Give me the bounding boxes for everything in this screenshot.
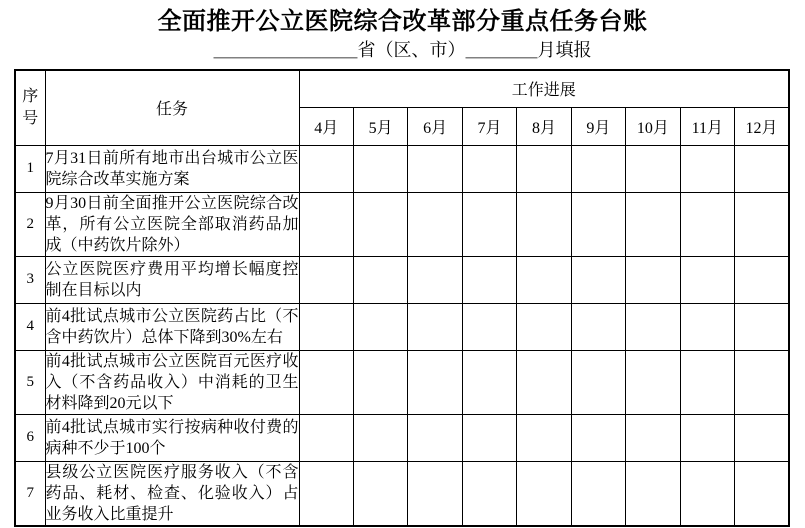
progress-cell [408,461,462,526]
table-row [15,461,789,526]
task-cell: 前4批试点城市实行按病种收付费的病种不少于100个 [45,414,299,461]
progress-cell [626,414,680,461]
month-label: 月填报 [537,40,592,60]
month-blank-line: ＿＿＿＿ [465,40,538,60]
progress-cell [353,303,407,350]
column-header-progress: 工作进展 [299,70,789,107]
row-index: 6 [15,414,45,461]
progress-cell [680,461,734,526]
progress-cell [517,256,571,303]
row-index: 2 [15,192,45,256]
month-header-oct: 10月 [626,107,680,145]
month-header-apr: 4月 [299,107,353,145]
table-row [15,414,789,461]
table-row [15,350,789,414]
province-label: 省（区、市） [357,40,466,60]
progress-cell [462,414,516,461]
progress-cell [408,303,462,350]
row-index: 5 [15,350,45,414]
table-row [15,192,789,256]
progress-cell [571,256,625,303]
progress-cell [735,145,790,192]
progress-cell [517,414,571,461]
progress-cell [735,350,790,414]
table-row [15,303,789,350]
progress-cell [299,256,353,303]
month-header-aug: 8月 [517,107,571,145]
progress-cell [571,145,625,192]
month-header-jun: 6月 [408,107,462,145]
progress-cell [517,192,571,256]
progress-cell [571,414,625,461]
progress-cell [680,192,734,256]
progress-cell [462,145,516,192]
task-ledger-table [14,69,790,527]
table-row [15,145,789,192]
month-header-may: 5月 [353,107,407,145]
progress-cell [626,303,680,350]
progress-cell [353,350,407,414]
column-header-task: 任务 [45,70,299,145]
progress-cell [626,350,680,414]
row-index: 7 [15,461,45,526]
progress-cell [299,461,353,526]
month-header-dec: 12月 [735,107,790,145]
progress-cell [680,256,734,303]
progress-cell [735,192,790,256]
task-cell: 7月31日前所有地市出台城市公立医院综合改革实施方案 [45,145,299,192]
progress-cell [408,256,462,303]
progress-cell [571,192,625,256]
progress-cell [462,256,516,303]
progress-cell [517,350,571,414]
task-cell: 前4批试点城市公立医院百元医疗收入（不含药品收入）中消耗的卫生材料降到20元以下 [45,350,299,414]
progress-cell [680,414,734,461]
progress-cell [626,256,680,303]
progress-cell [680,145,734,192]
progress-cell [353,145,407,192]
progress-cell [408,145,462,192]
progress-cell [299,350,353,414]
page-title: 全面推开公立医院综合改革部分重点任务台账 [157,9,648,35]
progress-cell [680,303,734,350]
progress-cell [571,350,625,414]
progress-cell [735,414,790,461]
row-index: 4 [15,303,45,350]
progress-cell [408,414,462,461]
progress-cell [517,303,571,350]
progress-cell [299,145,353,192]
month-header-sep: 9月 [571,107,625,145]
progress-cell [299,192,353,256]
progress-cell [353,192,407,256]
row-index: 3 [15,256,45,303]
task-cell: 9月30日前全面推开公立医院综合改革，所有公立医院全部取消药品加成（中药饮片除外） [45,192,299,256]
progress-cell [353,256,407,303]
row-index: 1 [15,145,45,192]
form-subtitle [0,38,805,63]
progress-cell [353,414,407,461]
progress-cell [462,461,516,526]
progress-cell [735,303,790,350]
progress-cell [571,303,625,350]
column-header-index: 序号 [15,70,45,145]
month-header-jul: 7月 [462,107,516,145]
progress-cell [353,461,407,526]
progress-cell [299,414,353,461]
progress-cell [462,192,516,256]
month-header-nov: 11月 [680,107,734,145]
progress-cell [680,350,734,414]
progress-cell [517,461,571,526]
table-row [15,256,789,303]
progress-cell [626,461,680,526]
progress-cell [408,350,462,414]
progress-cell [462,303,516,350]
progress-cell [735,256,790,303]
task-cell: 县级公立医院医疗服务收入（不含药品、耗材、检查、化验收入）占业务收入比重提升 [45,461,299,526]
task-cell: 公立医院医疗费用平均增长幅度控制在目标以内 [45,256,299,303]
progress-cell [299,303,353,350]
progress-cell [462,350,516,414]
progress-cell [517,145,571,192]
progress-cell [626,192,680,256]
progress-cell [735,461,790,526]
province-blank-line: ＿＿＿＿＿＿＿＿ [213,40,358,60]
header-row-top [15,70,789,107]
progress-cell [626,145,680,192]
progress-cell [408,192,462,256]
task-cell: 前4批试点城市公立医院药占比（不含中药饮片）总体下降到30%左右 [45,303,299,350]
progress-cell [571,461,625,526]
